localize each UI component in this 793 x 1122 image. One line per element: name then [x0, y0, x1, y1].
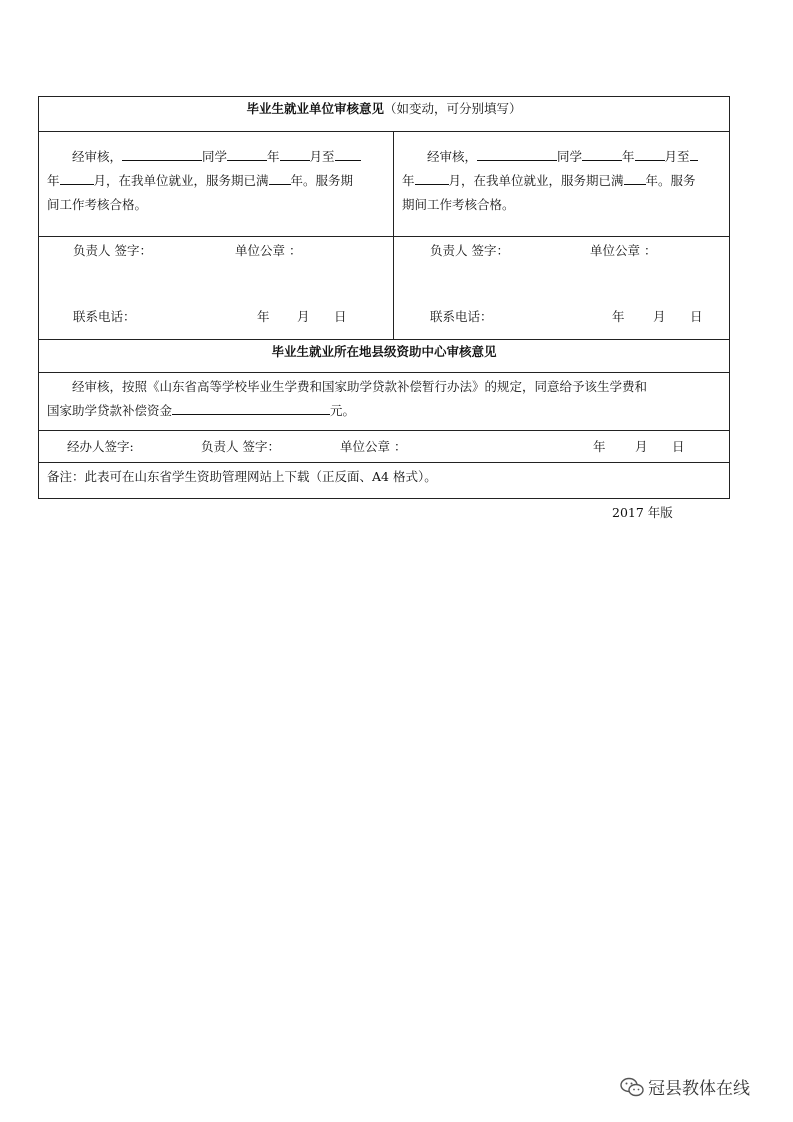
- start-year-blank[interactable]: [227, 145, 267, 161]
- student-name-blank[interactable]: [477, 145, 557, 161]
- date-month: 月: [653, 309, 666, 324]
- unit-seal-label: 单位公章 ：: [235, 243, 302, 258]
- date-year: 年: [612, 309, 625, 324]
- audit-form: [38, 96, 730, 499]
- unit-seal-label: 单位公章 ：: [340, 439, 407, 454]
- handler-signature-label: 经办人签字:: [67, 439, 134, 454]
- phone-label: 联系电话：: [73, 309, 136, 324]
- section1-signature-row: [39, 237, 729, 340]
- date-month: 月: [297, 309, 310, 324]
- section1-title-row: [39, 97, 729, 132]
- edition-label: 2017 年版: [612, 505, 673, 520]
- compensation-amount-blank[interactable]: [172, 399, 330, 415]
- wechat-icon: [620, 1076, 644, 1098]
- date-year: 年: [593, 439, 606, 454]
- service-years-blank[interactable]: [624, 169, 646, 185]
- end-month-blank[interactable]: [60, 169, 94, 185]
- section1-title: 毕业生就业单位审核意见（如变动，可分别填写）: [246, 101, 522, 116]
- start-month-blank[interactable]: [280, 145, 310, 161]
- end-year-blank[interactable]: [690, 145, 698, 161]
- start-month-blank[interactable]: [635, 145, 665, 161]
- section2-line1: 经审核，按照《山东省高等学校毕业生学费和国家助学贷款补偿暂行办法》的规定，同意给予该生学费和: [72, 379, 648, 394]
- section2-title-row: [39, 340, 729, 373]
- service-years-blank[interactable]: [269, 169, 291, 185]
- student-name-blank[interactable]: [122, 145, 202, 161]
- date-day: 日: [334, 309, 347, 324]
- section2-review-row: 经审核，按照《山东省高等学校毕业生学费和国家助学贷款补偿暂行办法》的规定，同意给予该生学费和 国家助学贷款补偿资金 元。: [39, 373, 729, 431]
- date-day: 日: [672, 439, 685, 454]
- review-right: 经审核， 同学 年 月至 年 月，在我单位就业，服务期已满 年。服务 期间工作考核合格。: [394, 132, 731, 236]
- start-year-blank[interactable]: [582, 145, 622, 161]
- phone-label: 联系电话：: [430, 309, 493, 324]
- end-year-blank[interactable]: [335, 145, 361, 161]
- remark-row: [39, 463, 729, 498]
- date-month: 月: [635, 439, 648, 454]
- remark-text: 备注：此表可在山东省学生资助管理网站上下载（正反面、A4 格式）。: [47, 469, 437, 484]
- section2-title: 毕业生就业所在地县级资助中心审核意见: [271, 344, 497, 359]
- watermark: [620, 1074, 750, 1099]
- unit-seal-label: 单位公章 ：: [590, 243, 657, 258]
- person-signature-label: 负责人 签字：: [201, 439, 280, 454]
- end-month-blank[interactable]: [415, 169, 449, 185]
- date-year: 年: [257, 309, 270, 324]
- person-signature-label: 负责人 签字：: [430, 243, 509, 258]
- date-day: 日: [690, 309, 703, 324]
- section1-note: （如变动，可分别填写）: [384, 101, 522, 116]
- person-signature-label: 负责人 签字：: [73, 243, 152, 258]
- review-left: 经审核， 同学 年 月至 年 月，在我单位就业，服务期已满 年。服务期 间工作考核合格。: [39, 132, 393, 236]
- watermark-text: 冠县教体在线: [648, 1079, 750, 1099]
- section2-signature-row: [39, 431, 729, 463]
- section1-review-row: [39, 132, 729, 237]
